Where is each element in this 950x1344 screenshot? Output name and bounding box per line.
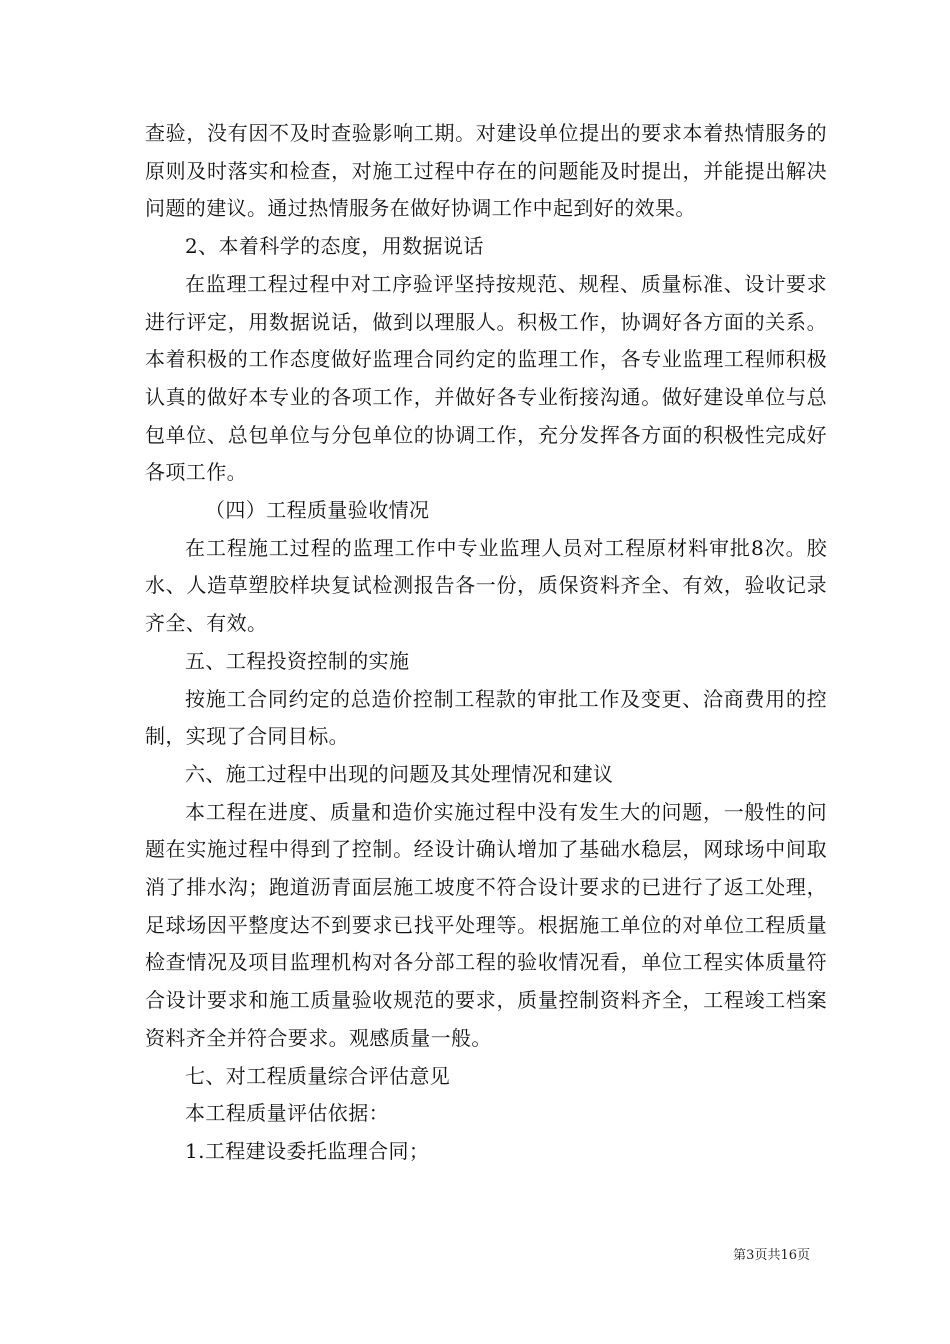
paragraph-material-approval: 在工程施工过程的监理工作中专业监理人员对工程原材料审批8次。胶水、人造草塑胶样块复试检测报告各一份，质保资料齐全、有效，验收记录齐全、有效。	[145, 535, 827, 636]
list-item-contract: 1.工程建设委托监理合同；	[185, 1138, 430, 1163]
paragraph-assessment-basis: 本工程质量评估依据：	[185, 1101, 389, 1126]
page-number-footer: 第3页共16页	[733, 1248, 810, 1263]
section-heading-quality-assessment: 七、对工程质量综合评估意见	[185, 1063, 451, 1088]
section-heading-investment-control: 五、工程投资控制的实施	[185, 648, 410, 673]
paragraph-cost-control: 按施工合同约定的总造价控制工程款的审批工作及变更、洽商费用的控制，实现了合同目标。	[145, 686, 827, 749]
section-heading-quality-acceptance: （四）工程质量验收情况	[205, 498, 430, 523]
paragraph-supervision-evaluation: 在监理工程过程中对工序验评坚持按规范、规程、质量标准、设计要求进行评定，用数据说话，做到以理服人。积极工作，协调好各方面的关系。本着积极的工作态度做好监理合同约定的监理工作，各专业监理工程师积极认真的做好本专业的各项工作，并做好各专业衔接沟通。做好建设单位与总包单位、总包单位与分包单位的协调工作，充分发挥各方面的积极性完成好各项工作。	[145, 271, 827, 485]
document-body	[145, 115, 827, 1171]
section-heading-scientific-attitude: 2、本着科学的态度，用数据说话	[185, 234, 484, 259]
paragraph-continuation: 查验，没有因不及时查验影响工期。对建设单位提出的要求本着热情服务的原则及时落实和检查，对施工过程中存在的问题能及时提出，并能提出解决问题的建议。通过热情服务在做好协调工作中起到好的效果。	[145, 121, 827, 221]
section-heading-problems-handling: 六、施工过程中出现的问题及其处理情况和建议	[185, 761, 614, 786]
paragraph-problems-details: 本工程在进度、质量和造价实施过程中没有发生大的问题，一般性的问题在实施过程中得到了控制。经设计确认增加了基础水稳层，网球场中间取消了排水沟；跑道沥青面层施工坡度不符合设计要求的已进行了返工处理，足球场因平整度达不到要求已找平处理等。根据施工单位的对单位工程质量检查情况及项目监理机构对各分部工程的验收情况看，单位工程实体质量符合设计要求和施工质量验收规范的要求，质量控制资料齐全，工程竣工档案资料齐全并符合要求。观感质量一般。	[145, 799, 827, 1050]
